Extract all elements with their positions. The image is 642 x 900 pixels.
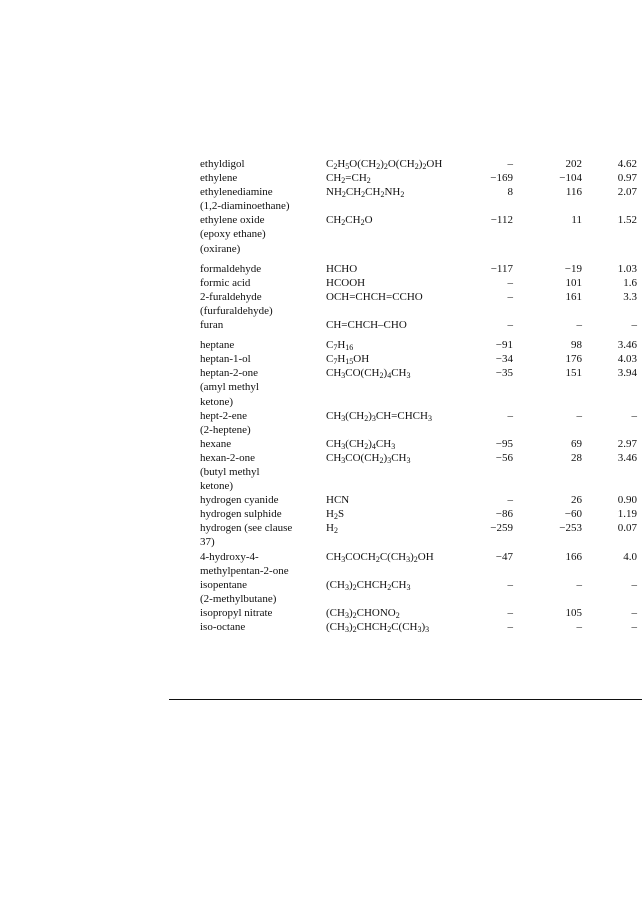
- melting-point: −91: [495, 339, 513, 352]
- table-row: [200, 550, 640, 578]
- substance-table: [200, 157, 640, 634]
- substance-name-line: (oxirane): [200, 242, 241, 255]
- melting-point: –: [507, 578, 513, 591]
- substance-name: [200, 318, 324, 332]
- substance-name: [200, 606, 324, 620]
- chemical-formula: $C_7H_{15}OH$: [326, 353, 370, 367]
- boiling-point: –: [576, 578, 582, 591]
- table-row: [200, 338, 640, 352]
- substance-name-line: 37): [200, 536, 215, 549]
- substance-name-line: 2-furaldehyde: [200, 290, 262, 303]
- chemical-formula: HCHO: [326, 262, 358, 275]
- melting-point: –: [507, 290, 513, 303]
- substance-name-line: (2-methylbutane): [200, 592, 277, 605]
- melting-point: –: [507, 319, 513, 332]
- melting-point: –: [507, 621, 513, 634]
- chemical-formula: CH=CHCH–CHO: [326, 319, 407, 332]
- substance-name-line: hept-2-ene: [200, 409, 248, 422]
- boiling-point: 105: [565, 606, 582, 619]
- substance-name: [200, 451, 324, 493]
- boiling-point: 151: [565, 367, 582, 380]
- chemical-formula: HCOOH: [326, 276, 366, 289]
- vapour-density: –: [631, 578, 637, 591]
- chemical-formula: $CH_3COCH_2C(CH_3)_2OH$: [326, 550, 434, 564]
- vapour-density: 3.94: [617, 367, 637, 380]
- substance-name: [200, 262, 324, 276]
- table-row: [200, 409, 640, 437]
- melting-point: −95: [495, 437, 513, 450]
- substance-name-line: ethylenediamine: [200, 186, 273, 199]
- substance-name-line: iso-octane: [200, 621, 246, 634]
- boiling-point: 161: [565, 290, 582, 303]
- table-row: [200, 318, 640, 332]
- table-bottom-rule: [169, 699, 642, 700]
- table-row: [200, 213, 640, 255]
- boiling-point: 69: [571, 437, 582, 450]
- substance-name-line: isopropyl nitrate: [200, 606, 273, 619]
- substance-name: [200, 521, 324, 549]
- substance-name: [200, 185, 324, 213]
- substance-name-line: (2-heptene): [200, 423, 251, 436]
- boiling-point: 28: [571, 451, 582, 464]
- vapour-density: 0.07: [617, 522, 637, 535]
- substance-name: [200, 171, 324, 185]
- table-row: [200, 578, 640, 606]
- table-row: [200, 262, 640, 276]
- vapour-density: 1.52: [617, 214, 637, 227]
- substance-name-line: (furfuraldehyde): [200, 304, 273, 317]
- substance-name-line: hydrogen sulphide: [200, 508, 282, 521]
- chemical-formula: $CH_2CH_2O$: [326, 214, 373, 228]
- substance-name: [200, 276, 324, 290]
- substance-name-line: (1,2-diaminoethane): [200, 200, 290, 213]
- substance-name: [200, 352, 324, 366]
- table-row: [200, 276, 640, 290]
- substance-name: [200, 493, 324, 507]
- substance-name-line: formic acid: [200, 276, 251, 289]
- melting-point: –: [507, 409, 513, 422]
- substance-name: [200, 507, 324, 521]
- chemical-formula: $(CH_3)_2CHCH_2CH_3$: [326, 578, 411, 592]
- substance-name-line: furan: [200, 319, 224, 332]
- boiling-point: 98: [571, 339, 582, 352]
- substance-name: [200, 550, 324, 578]
- substance-name: [200, 409, 324, 437]
- boiling-point: 176: [565, 353, 582, 366]
- boiling-point: 166: [565, 550, 582, 563]
- substance-name-line: heptane: [200, 339, 235, 352]
- chemical-formula: $CH_3(CH_2)_3CH=CHCH_3$: [326, 409, 432, 423]
- table-row: [200, 620, 640, 634]
- substance-name: [200, 157, 324, 171]
- melting-point: 8: [507, 186, 513, 199]
- melting-point: –: [507, 494, 513, 507]
- substance-name-line: heptan-1-ol: [200, 353, 251, 366]
- table-row: [200, 606, 640, 620]
- vapour-density: 3.46: [617, 451, 637, 464]
- melting-point: –: [507, 606, 513, 619]
- vapour-density: 4.62: [617, 158, 637, 170]
- substance-name-line: (butyl methyl: [200, 466, 260, 478]
- chemical-formula: $(CH_3)_2CHCH_2C(CH_3)_3$: [326, 621, 430, 635]
- vapour-density: 1.6: [623, 276, 637, 289]
- boiling-point: −104: [559, 172, 582, 185]
- table-row: [200, 507, 640, 521]
- substance-name-line: 4-hydroxy-4-: [200, 550, 259, 563]
- substance-name-line: ketone): [200, 480, 233, 493]
- melting-point: −56: [495, 451, 513, 464]
- boiling-point: 116: [565, 186, 582, 199]
- substance-name-line: formaldehyde: [200, 262, 262, 275]
- substance-name-line: ketone): [200, 395, 233, 408]
- boiling-point: 26: [571, 494, 582, 507]
- substance-name: [200, 578, 324, 606]
- substance-name-line: hydrogen (see clause: [200, 522, 293, 535]
- vapour-density: 0.90: [617, 494, 637, 507]
- melting-point: −259: [490, 522, 513, 535]
- table-row: [200, 185, 640, 213]
- boiling-point: −253: [559, 522, 582, 535]
- vapour-density: –: [631, 621, 637, 634]
- substance-name: [200, 620, 324, 634]
- vapour-density: 4.0: [623, 550, 637, 563]
- melting-point: −47: [495, 550, 513, 563]
- chemical-formula: $NH_2CH_2CH_2NH_2$: [326, 186, 405, 200]
- boiling-point: –: [576, 409, 582, 422]
- boiling-point: −60: [564, 508, 582, 521]
- substance-name: [200, 338, 324, 352]
- substance-name-line: hydrogen cyanide: [200, 494, 279, 507]
- chemical-formula: $CH_3CO(CH_2)_4CH_3$: [326, 367, 411, 381]
- melting-point: −86: [495, 508, 513, 521]
- vapour-density: 1.03: [617, 262, 637, 275]
- substance-name: [200, 290, 324, 318]
- table-row: [200, 171, 640, 185]
- chemical-formula: $C_7H_{16}$: [326, 339, 354, 353]
- melting-point: −35: [495, 367, 513, 380]
- chemical-formula: $C_2H_5O(CH_2)_2O(CH_2)_2OH$: [326, 158, 443, 171]
- substance-name-line: methylpentan-2-one: [200, 564, 289, 577]
- vapour-density: 1.19: [617, 508, 637, 521]
- chemical-formula: $CH_3(CH_2)_4CH_3$: [326, 437, 396, 451]
- table-row: [200, 493, 640, 507]
- chemical-formula: $H_2$: [326, 522, 338, 536]
- chemical-formula: HCN: [326, 494, 350, 507]
- table-row: [200, 290, 640, 318]
- melting-point: −34: [495, 353, 513, 366]
- vapour-density: –: [631, 409, 637, 422]
- boiling-point: 202: [565, 158, 582, 170]
- substance-name: [200, 213, 324, 255]
- table-row: [200, 521, 640, 549]
- substance-name-line: hexane: [200, 437, 232, 450]
- substance-name-line: (epoxy ethane): [200, 228, 266, 241]
- melting-point: −112: [490, 214, 513, 227]
- vapour-density: 0.97: [617, 172, 637, 185]
- melting-point: −169: [490, 172, 513, 185]
- boiling-point: –: [576, 621, 582, 634]
- substance-name: [200, 437, 324, 451]
- melting-point: –: [507, 276, 513, 289]
- table-row: [200, 366, 640, 408]
- melting-point: –: [507, 158, 513, 170]
- vapour-density: 4.03: [617, 353, 637, 366]
- substance-name-line: ethyldigol: [200, 158, 245, 170]
- chemical-formula: OCH=CHCH=CCHO: [326, 290, 423, 303]
- substance-name: [200, 366, 324, 408]
- vapour-density: 2.97: [617, 437, 637, 450]
- vapour-density: –: [631, 606, 637, 619]
- chemical-formula: $CH_2=CH_2$: [326, 172, 371, 186]
- melting-point: −117: [490, 262, 513, 275]
- vapour-density: –: [631, 319, 637, 332]
- vapour-density: 3.46: [617, 339, 637, 352]
- table-row: [200, 352, 640, 366]
- boiling-point: −19: [564, 262, 582, 275]
- substance-name-line: isopentane: [200, 578, 248, 591]
- substance-name-line: hexan-2-one: [200, 451, 255, 464]
- substance-name-line: (amyl methyl: [200, 381, 259, 394]
- table-row: [200, 437, 640, 451]
- substance-name-line: heptan-2-one: [200, 367, 259, 380]
- chemical-formula: $CH_3CO(CH_2)_3CH_3$: [326, 451, 411, 465]
- vapour-density: 3.3: [623, 290, 637, 303]
- chemical-formula: $H_2S$: [326, 508, 345, 522]
- substance-name-line: ethylene: [200, 172, 238, 185]
- substance-name-line: ethylene oxide: [200, 214, 265, 227]
- vapour-density: 2.07: [617, 186, 637, 199]
- boiling-point: –: [576, 319, 582, 332]
- table-row: [200, 157, 640, 171]
- chemical-formula: $(CH_3)_2CHONO_2$: [326, 606, 400, 620]
- boiling-point: 11: [571, 214, 582, 227]
- boiling-point: 101: [565, 276, 582, 289]
- table-row: [200, 451, 640, 493]
